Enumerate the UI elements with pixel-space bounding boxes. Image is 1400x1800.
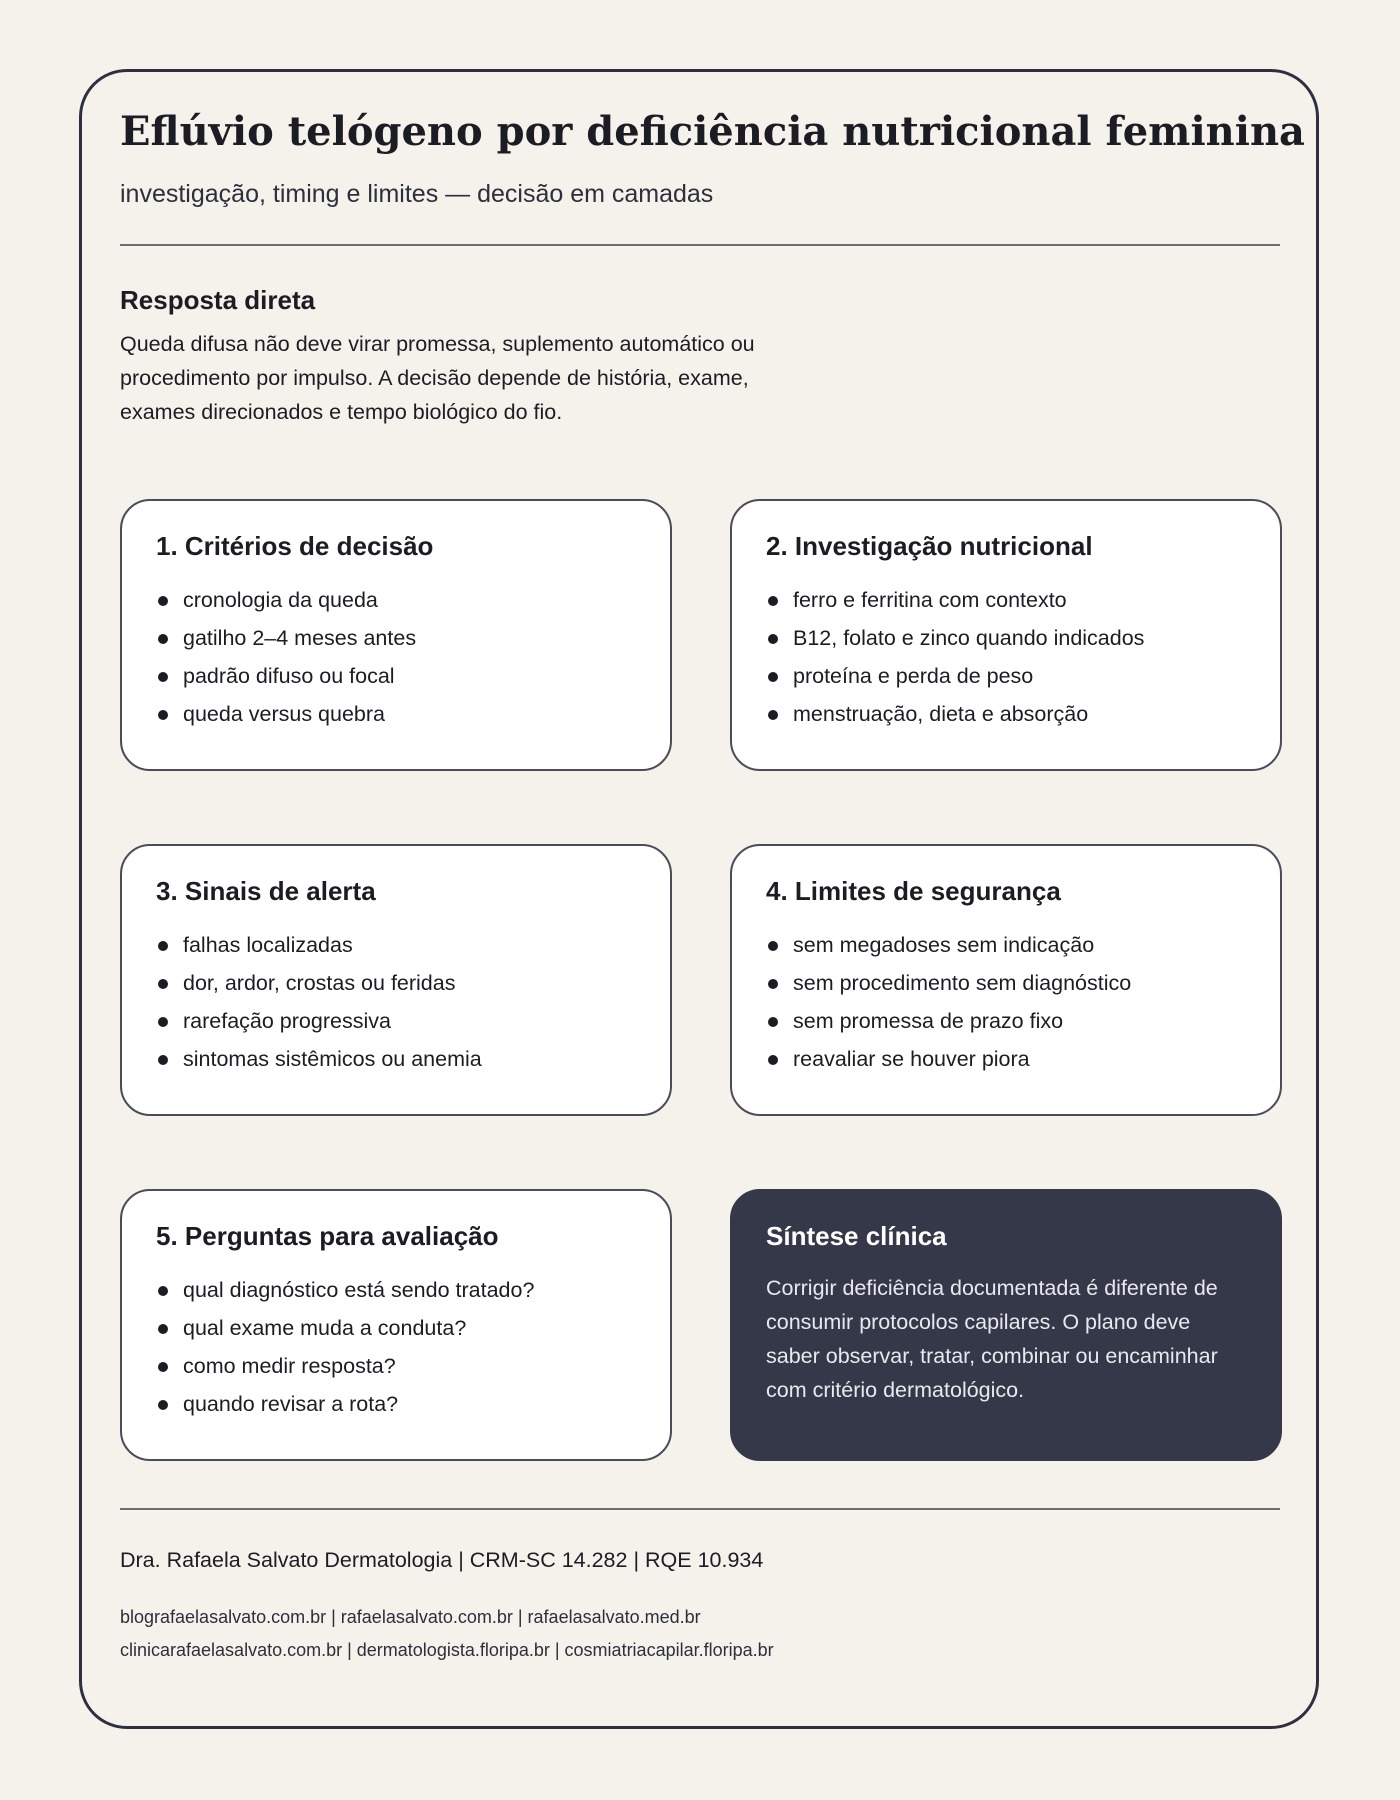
list-item: B12, folato e zinco quando indicados <box>766 619 1144 657</box>
section-evaluation-questions-card <box>120 1189 672 1461</box>
list-item: reavaliar se houver piora <box>766 1040 1131 1078</box>
section-list <box>766 581 1144 733</box>
page-title: Eflúvio telógeno por deficiência nutricional feminina <box>120 108 1305 155</box>
section-title: 1. Critérios de decisão <box>156 531 434 561</box>
list-item: gatilho 2–4 meses antes <box>156 619 416 657</box>
section-safety-limits-card <box>730 844 1282 1116</box>
section-title: 5. Perguntas para avaliação <box>156 1221 499 1251</box>
footer-divider <box>120 1508 1280 1510</box>
section-criteria-card <box>120 499 672 771</box>
list-item: sem procedimento sem diagnóstico <box>766 964 1131 1002</box>
synthesis-title: Síntese clínica <box>766 1221 947 1251</box>
list-item: cronologia da queda <box>156 581 416 619</box>
list-item: falhas localizadas <box>156 926 482 964</box>
list-item: quando revisar a rota? <box>156 1385 534 1423</box>
list-item: proteína e perda de peso <box>766 657 1144 695</box>
answer-heading: Resposta direta <box>120 285 316 315</box>
list-item: qual diagnóstico está sendo tratado? <box>156 1271 534 1309</box>
list-item: sem promessa de prazo fixo <box>766 1002 1131 1040</box>
list-item: sintomas sistêmicos ou anemia <box>156 1040 482 1078</box>
list-item: qual exame muda a conduta? <box>156 1309 534 1347</box>
header-divider <box>120 244 1280 246</box>
clinical-synthesis-card <box>730 1189 1282 1461</box>
list-item: menstruação, dieta e absorção <box>766 695 1144 733</box>
synthesis-body: Corrigir deficiência documentada é diferente de consumir protocolos capilares. O plano deve saber observar, tratar, combinar ou encaminhar com critério dermatológico. <box>766 1276 1218 1402</box>
section-list <box>156 581 416 733</box>
section-nutritional-investigation-card <box>730 499 1282 771</box>
footer-links-line: clinicarafaelasalvato.com.br | dermatologista.floripa.br | cosmiatriacapilar.floripa.br <box>120 1640 774 1660</box>
footer-credentials: Dra. Rafaela Salvato Dermatologia | CRM-SC 14.282 | RQE 10.934 <box>120 1548 764 1572</box>
page-subtitle: investigação, timing e limites — decisão em camadas <box>120 180 714 208</box>
section-title: 2. Investigação nutricional <box>766 531 1093 561</box>
footer-links-line: blografaelasalvato.com.br | rafaelasalvato.com.br | rafaelasalvato.med.br <box>120 1607 701 1627</box>
list-item: dor, ardor, crostas ou feridas <box>156 964 482 1002</box>
list-item: ferro e ferritina com contexto <box>766 581 1144 619</box>
section-list <box>766 926 1131 1078</box>
section-title: 4. Limites de segurança <box>766 876 1061 906</box>
list-item: padrão difuso ou focal <box>156 657 416 695</box>
section-list <box>156 1271 534 1423</box>
list-item: sem megadoses sem indicação <box>766 926 1131 964</box>
section-title: 3. Sinais de alerta <box>156 876 376 906</box>
answer-body: Queda difusa não deve virar promessa, suplemento automático ou procedimento por impulso. A decisão depende de história, exame, exames direcionados e tempo biológico do fio. <box>120 332 755 424</box>
section-list <box>156 926 482 1078</box>
list-item: como medir resposta? <box>156 1347 534 1385</box>
list-item: rarefação progressiva <box>156 1002 482 1040</box>
section-warning-signs-card <box>120 844 672 1116</box>
footer-links <box>120 1601 774 1667</box>
list-item: queda versus quebra <box>156 695 416 733</box>
